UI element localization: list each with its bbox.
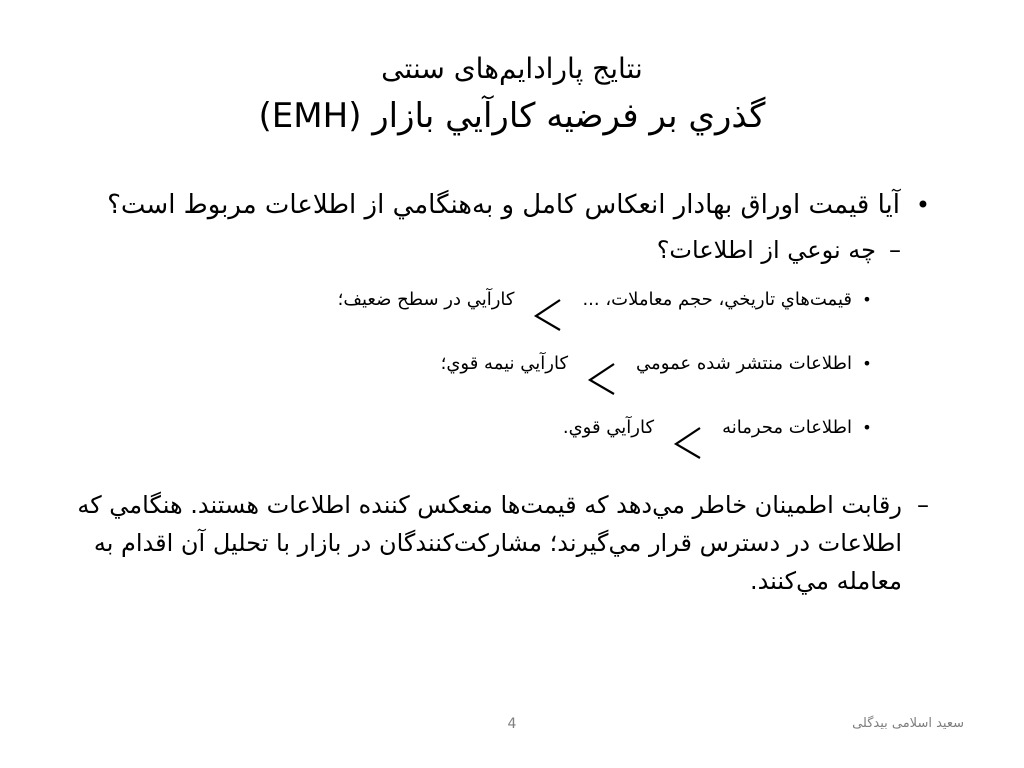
left-arrow-icon xyxy=(528,292,568,332)
info-type-label: اطلاعات محرمانه xyxy=(722,417,852,438)
slide-content xyxy=(76,186,936,600)
left-arrow-icon xyxy=(668,420,708,460)
efficiency-label: کارآيي قوي. xyxy=(562,417,655,438)
dash-icon: – xyxy=(889,236,901,264)
info-type-item xyxy=(76,268,876,332)
bullet-icon: • xyxy=(915,191,931,219)
bottom-point xyxy=(76,486,936,600)
bullet-icon: • xyxy=(862,290,872,309)
info-type-item xyxy=(76,396,876,460)
dash-icon: – xyxy=(917,491,929,519)
info-type-item xyxy=(76,332,876,396)
bullet-icon: • xyxy=(862,354,872,373)
page-number: 4 xyxy=(507,716,517,732)
info-type-label: اطلاعات منتشر شده عمومي xyxy=(636,353,852,374)
slide-title xyxy=(100,48,924,142)
efficiency-label: کارآيي در سطح ضعيف؛ xyxy=(337,289,515,310)
main-bullet-text: آيا قيمت اوراق بهادار انعکاس کامل و به‌هنگامي از اطلاعات مربوط است؟ xyxy=(107,190,900,220)
left-arrow-icon xyxy=(582,356,622,396)
main-bullet xyxy=(76,186,936,224)
sub-question-text: چه نوعي از اطلاعات؟ xyxy=(656,236,876,264)
sub-question xyxy=(76,232,906,268)
info-type-label: قيمت‌هاي تاريخي، حجم معاملات، ... xyxy=(582,289,852,310)
efficiency-label: کارآيي نيمه قوي؛ xyxy=(440,353,569,374)
title-line-2: گذري بر فرضيه کارآيي بازار (EMH) xyxy=(258,96,766,136)
bottom-point-text: رقابت اطمينان خاطر مي‌دهد که قيمت‌ها منعکس کننده اطلاعات هستند. هنگامي که اطلاعات در دسترس قرار مي‌گيرند؛ مشارکت‌کنندگان در بازار با تحليل آن اقدام به معامله مي‌کنند. xyxy=(77,491,902,595)
footer-author: سعيد اسلامی بيدگلی xyxy=(852,716,964,731)
bullet-icon: • xyxy=(862,418,872,437)
title-line-1: نتايج پارادايم‌های سنتی xyxy=(381,52,643,85)
